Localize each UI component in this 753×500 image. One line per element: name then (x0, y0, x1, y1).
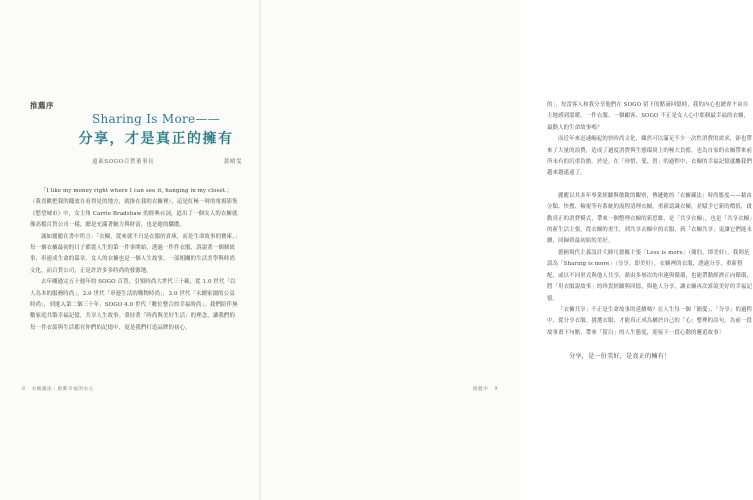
byline-role: 遠東SOGO百貨董事長 (92, 159, 155, 165)
left-body-text (30, 186, 238, 334)
section-tag: 推薦序 (30, 101, 54, 110)
left-paragraph-2: 誠如麗麗在書中所言：「衣櫥，從來就不只是衣服的倉庫，而是生命故事的寶庫。」每一個衣櫥最初的日子都從人生的第一件事開始，透過一件件衣服，訴說著一個個故事，串連成生命的篇章。女人的衣櫥也是一個人生故事，一部相關的生活美學與時尚文化，而百貨公司，正是許許多多時尚的發源地。 (30, 233, 238, 274)
right-paragraph-3: 麗麗以其多年專業經驗與敏銳的觀察，傳遞她的「衣櫥藏法」時尚態度——藉由分類、快搜、檢視等有系統的流程清理衣櫥，重新認識衣櫥，並賦予它新的價值，啟動真正的消費模式，帶來一個整理衣櫥的新思維，是「共享衣櫥」，也是「共享衣櫥」的新生活主張，從衣櫥的重生，到共享衣櫥中的衣服，到「衣櫥共享」更讓它們能永續，回歸到最初始的美好。 (547, 192, 753, 245)
right-paragraph-1: 的」，每當客人和我分享他們在 SOGO 留下的點滴回憶時，我的內心也總會不由自主地感到溫暖。一件衣服、一個顧客、SOGO 不正是女人心中那個最幸福的衣櫥，最動人的生命故事嗎？ (547, 102, 750, 131)
title-english: Sharing Is More—— (91, 112, 221, 126)
byline (92, 157, 242, 165)
right-paragraph-4: 德國現代主義設計大師凡德羅主張「Less is more」（簡約，即美好），我則是認為「Sharing is more」（分享，即美好）。衣櫥裡的衣服，透過分享、重新搭配，或以不同形式與他人共享，藉由多層次的串連與循環，也能帶動經濟正向循環，將「用衣服說故事」的珍貴經驗與回憶，與他人分享，讓衣櫥再次訴說美好的幸福記憶。 (547, 249, 753, 302)
left-page-number: 8 (22, 387, 26, 392)
right-paragraph-5: 「衣櫥共享」不正是生命故事的延續嗎？在人生每一個「簡愛」、「分享」的過程中，從分享衣服、挑選衣服，才能真正成為屬於自己的「心」整理的詩句，為前一段故事畫下句點，帶來「留白」的人生態度，迎接下一段心動的邂逅故事！ (547, 306, 753, 336)
left-running-title: 衣櫥藏法｜啟動幸福的衣心 (31, 387, 94, 392)
left-paragraph-1: 「I like my money right where I can see it, hanging in my closet.」（我喜歡把我的錢放在看得見的地方，就掛在我的衣櫥裡），這是紅極一時的電視影集《慾望城市》中，女主角 Carrie Bradshaw 的經典台詞，道出了一個女人的衣櫥就像高檔百貨公司一樣，總是充滿著魅力與財富，也是她的驕傲。 (30, 188, 238, 229)
closing-line: 分享，是一份美好，是真正的擁有！ (569, 353, 671, 361)
left-page (0, 0, 259, 500)
right-page (261, 0, 753, 500)
byline-name: 黃晴雯 (223, 159, 242, 165)
right-footer (473, 386, 502, 392)
right-paragraph-2: 而近年來迅速崛起的快時尚文化，雖然可以滿足不少一次性消費的需求，卻也帶來了大量的浪費，造成了過度消費與生態環境上的極大負擔，也為自家的衣櫥帶來前所未有的沉重負擔。於是，在「珍惜、愛、買」的過程中，衣櫥的幸福記憶就離我們越來越遙遠了。 (547, 136, 753, 177)
left-paragraph-3: 去年剛過完五十週年的 SOGO 百貨，引領時尚大世代三十載，從 1.0 世代「以人為本的服務時尚」，2.0 世代「串連生活的購物時尚」，3.0 世代「永續家園的公益時尚」，到進入第二個三十年，SOGO 4.0 世代「數位整合的幸福時尚」，我們陪伴無數家庭共築幸福記憶，共享人生故事。秉持著「時尚與美好生活」的理念，讓我們的每一件衣裳與生活都在你們的記憶中，更是我們打造品牌的初心。 (30, 279, 238, 331)
right-body-text (547, 100, 753, 363)
left-footer (18, 386, 94, 392)
right-running-title: 推薦序 (472, 387, 489, 392)
title-chinese: 分享，才是真正的擁有 (78, 131, 234, 147)
right-page-number: 9 (494, 387, 498, 392)
